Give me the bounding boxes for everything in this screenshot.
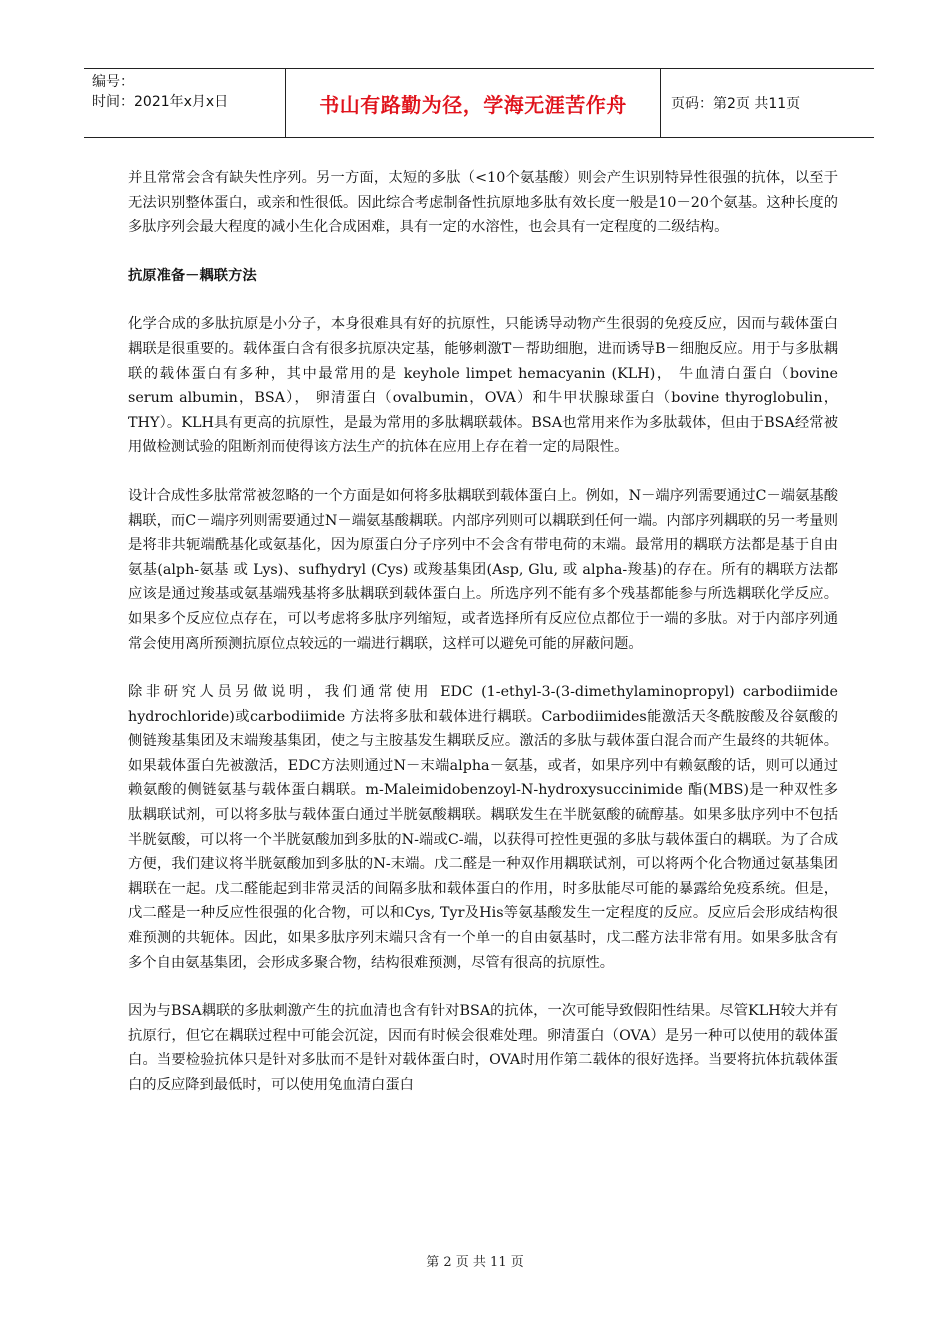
- paragraph: 化学合成的多肽抗原是小分子，本身很难具有好的抗原性，只能诱导动物产生很弱的免疫反应，因而与载体蛋白耦联是很重要的。载体蛋白含有很多抗原决定基，能够刺激T－帮助细胞，进而诱导B－细胞反应。用于与多肽耦联的载体蛋白有多种，其中最常用的是 keyhole limpet hemacyanin (KLH)， 牛血清白蛋白（bovine serum albumin，BSA）， 卵清蛋白（ovalbumin，OVA）和牛甲状腺球蛋白（bovine thyroglobulin，THY）。KLH具有更高的抗原性，是最为常用的多肽耦联载体。BSA也常用来作为多肽载体，但由于BSA经常被用做检测试验的阻断剂而使得该方法生产的抗体在应用上存在着一定的局限性。: [128, 316, 838, 456]
- section-heading: 抗原准备－耦联方法: [128, 267, 257, 284]
- header-motto: 书山有路勤为径，学海无涯苦作舟: [286, 69, 661, 137]
- paragraph: 设计合成性多肽常常被忽略的一个方面是如何将多肽耦联到载体蛋白上。例如，N－端序列需要通过C－端氨基酸耦联，而C－端序列则需要通过N－端氨基酸耦联。内部序列则可以耦联到任何一端。内部序列耦联的另一考量则是将非共轭端酰基化或氨基化，因为原蛋白分子序列中不会含有带电荷的末端。最常用的耦联方法都是基于自由氨基(alph-氨基 或 Lys)、sufhydryl (Cys) 或羧基集团(Asp, Glu, 或 alpha-羧基)的存在。所有的耦联方法都应该是通过羧基或氨基端残基将多肽耦联到载体蛋白上。所选序列不能有多个残基都能参与所选耦联化学反应。如果多个反应位点存在，可以考虑将多肽序列缩短，或者选择所有反应位点都位于一端的多肽。对于内部序列通常会使用离所预测抗原位点较远的一端进行耦联，这样可以避免可能的屏蔽问题。: [128, 487, 838, 652]
- page-header: [84, 68, 874, 138]
- document-number-label: 编号：: [92, 74, 134, 90]
- header-page-label: 页码：第2页 共11页: [671, 96, 801, 112]
- header-meta: [84, 69, 286, 137]
- paragraph: 除非研究人员另做说明，我们通常使用 EDC (1-ethyl-3-(3-dimethylaminopropyl) carbodiimide hydrochloride)或carbodiimide 方法将多肽和载体进行耦联。Carbodiimides能激活天冬酰胺酸及谷氨酸的侧链羧基集团及末端羧基集团，使之与主胺基发生耦联反应。激活的多肽与载体蛋白混合而产生最终的共轭体。如果载体蛋白先被激活，EDC方法则通过N－末端alpha－氨基，或者，如果序列中有赖氨酸的话，则可以通过赖氨酸的侧链氨基与载体蛋白耦联。m-Maleimidobenzoyl-N-hydroxysuccinimide 酯(MBS)是一种双性多肽耦联试剂，可以将多肽与载体蛋白通过半胱氨酸耦联。耦联发生在半胱氨酸的硫醇基。如果多肽序列中不包括半胱氨酸，可以将一个半胱氨酸加到多肽的N-端或C-端，以获得可控性更强的多肽与载体蛋白的耦联。为了合成方便，我们建议将半胱氨酸加到多肽的N-末端。戊二醛是一种双作用耦联试剂，可以将两个化合物通过氨基集团耦联在一起。戊二醛能起到非常灵活的间隔多肽和载体蛋白的作用，时多肽能尽可能的暴露给免疫系统。但是，戊二醛是一种反应性很强的化合物，可以和Cys, Tyr及His等氨基酸发生一定程度的反应。反应后会形成结构很难预测的共轭体。因此，如果多肽序列末端只含有一个单一的自由氨基时，戊二醛方法非常有用。如果多肽含有多个自由氨基集团，会形成多聚合物，结构很难预测，尽管有很高的抗原性。: [128, 684, 838, 971]
- paragraph: 并且常常会含有缺失性序列。另一方面，太短的多肽（<10个氨基酸）则会产生识别特异性很强的抗体，以至于无法识别整体蛋白，或亲和性很低。因此综合考虑制备性抗原地多肽有效长度一般是10－20个氨基。这种长度的多肽序列会最大程度的减小生化合成困难，具有一定的水溶性，也会具有一定程度的二级结构。: [128, 170, 838, 236]
- document-body: [128, 166, 838, 1122]
- paragraph: 因为与BSA耦联的多肽刺激产生的抗血清也含有针对BSA的抗体，一次可能导致假阳性结果。尽管KLH较大并有抗原行，但它在耦联过程中可能会沉淀，因而有时候会很难处理。卵清蛋白（OVA）是另一种可以使用的载体蛋白。当要检验抗体只是针对多肽而不是针对载体蛋白时，OVA时用作第二载体的很好选择。当要将抗体抗载体蛋白的反应降到最低时，可以使用兔血清白蛋白: [128, 1003, 838, 1093]
- document-time-label: 时间：2021年x月x日: [92, 94, 229, 110]
- page-footer: 第 2 页 共 11 页: [426, 1255, 524, 1270]
